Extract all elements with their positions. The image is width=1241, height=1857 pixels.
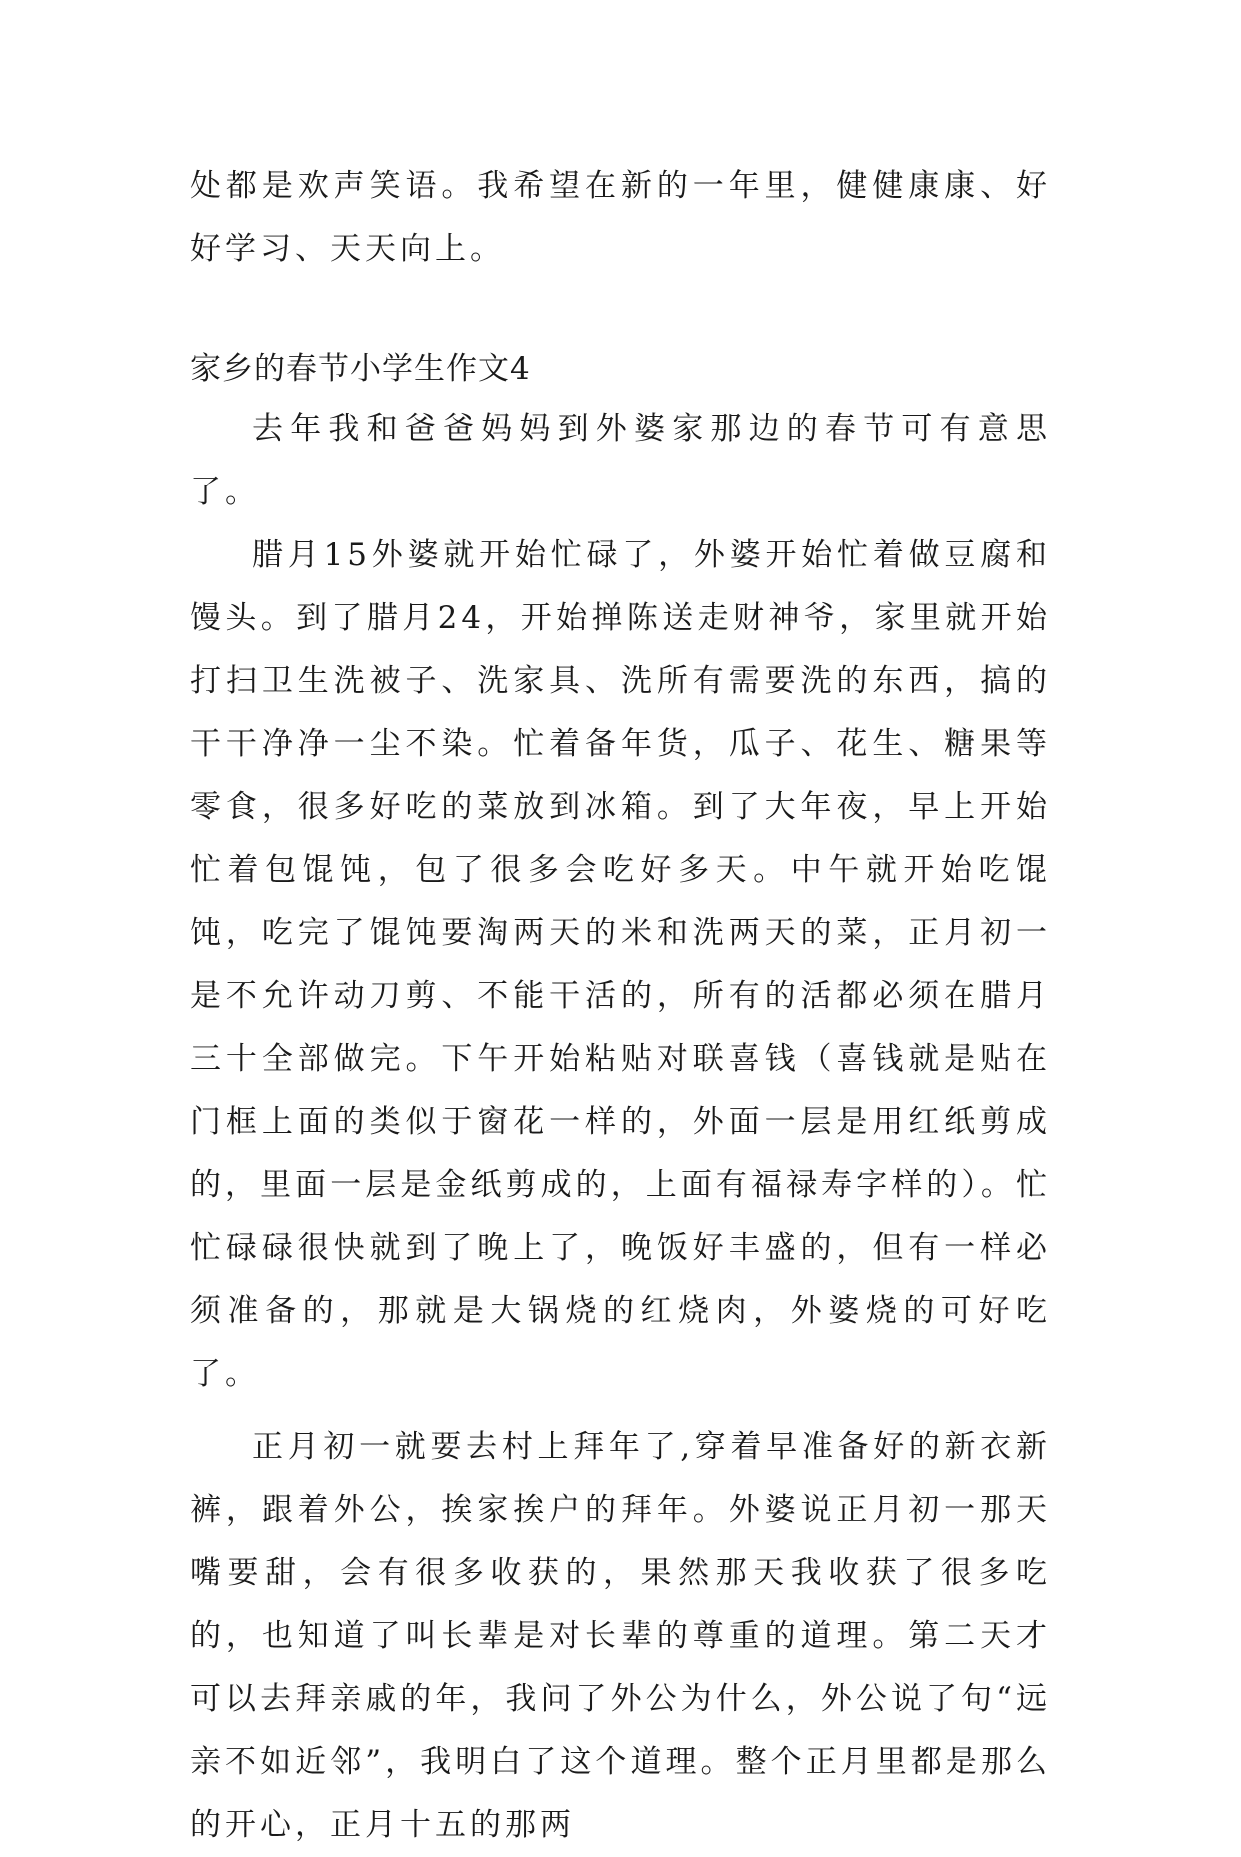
- essay-paragraph-1: 去年我和爸爸妈妈到外婆家那边的春节可有意思了。: [190, 411, 1051, 510]
- section-title: 家乡的春节小学生作文4: [190, 351, 531, 387]
- essay-body: [190, 398, 1051, 1857]
- essay-paragraph-3: 正月初一就要去村上拜年了,穿着早准备好的新衣新裤，跟着外公，挨家挨户的拜年。外婆说正月初一那天嘴要甜，会有很多收获的，果然那天我收获了很多吃的，也知道了叫长辈是对长辈的尊重的道理。第二天才可以去拜亲戚的年，我问了外公为什么，外公说了句“远亲不如近邻”，我明白了这个道理。整个正月里都是那么的开心，正月十五的那两: [190, 1429, 1051, 1843]
- essay-paragraph-2: 腊月15外婆就开始忙碌了，外婆开始忙着做豆腐和馒头。到了腊月24，开始掸陈送走财神爷，家里就开始打扫卫生洗被子、洗家具、洗所有需要洗的东西，搞的干干净净一尘不染。忙着备年货，瓜子、花生、糖果等零食，很多好吃的菜放到冰箱。到了大年夜，早上开始忙着包馄饨，包了很多会吃好多天。中午就开始吃馄饨，吃完了馄饨要淘两天的米和洗两天的菜，正月初一是不允许动刀剪、不能干活的，所有的活都必须在腊月三十全部做完。下午开始粘贴对联喜钱（喜钱就是贴在门框上面的类似于窗花一样的，外面一层是用红纸剪成的，里面一层是金纸剪成的，上面有福禄寿字样的）。忙忙碌碌很快就到了晚上了，晚饭好丰盛的，但有一样必须准备的，那就是大锅烧的红烧肉，外婆烧的可好吃了。: [190, 537, 1051, 1392]
- continuation-paragraph: 处都是欢声笑语。我希望在新的一年里，健健康康、好好学习、天天向上。: [190, 168, 1051, 267]
